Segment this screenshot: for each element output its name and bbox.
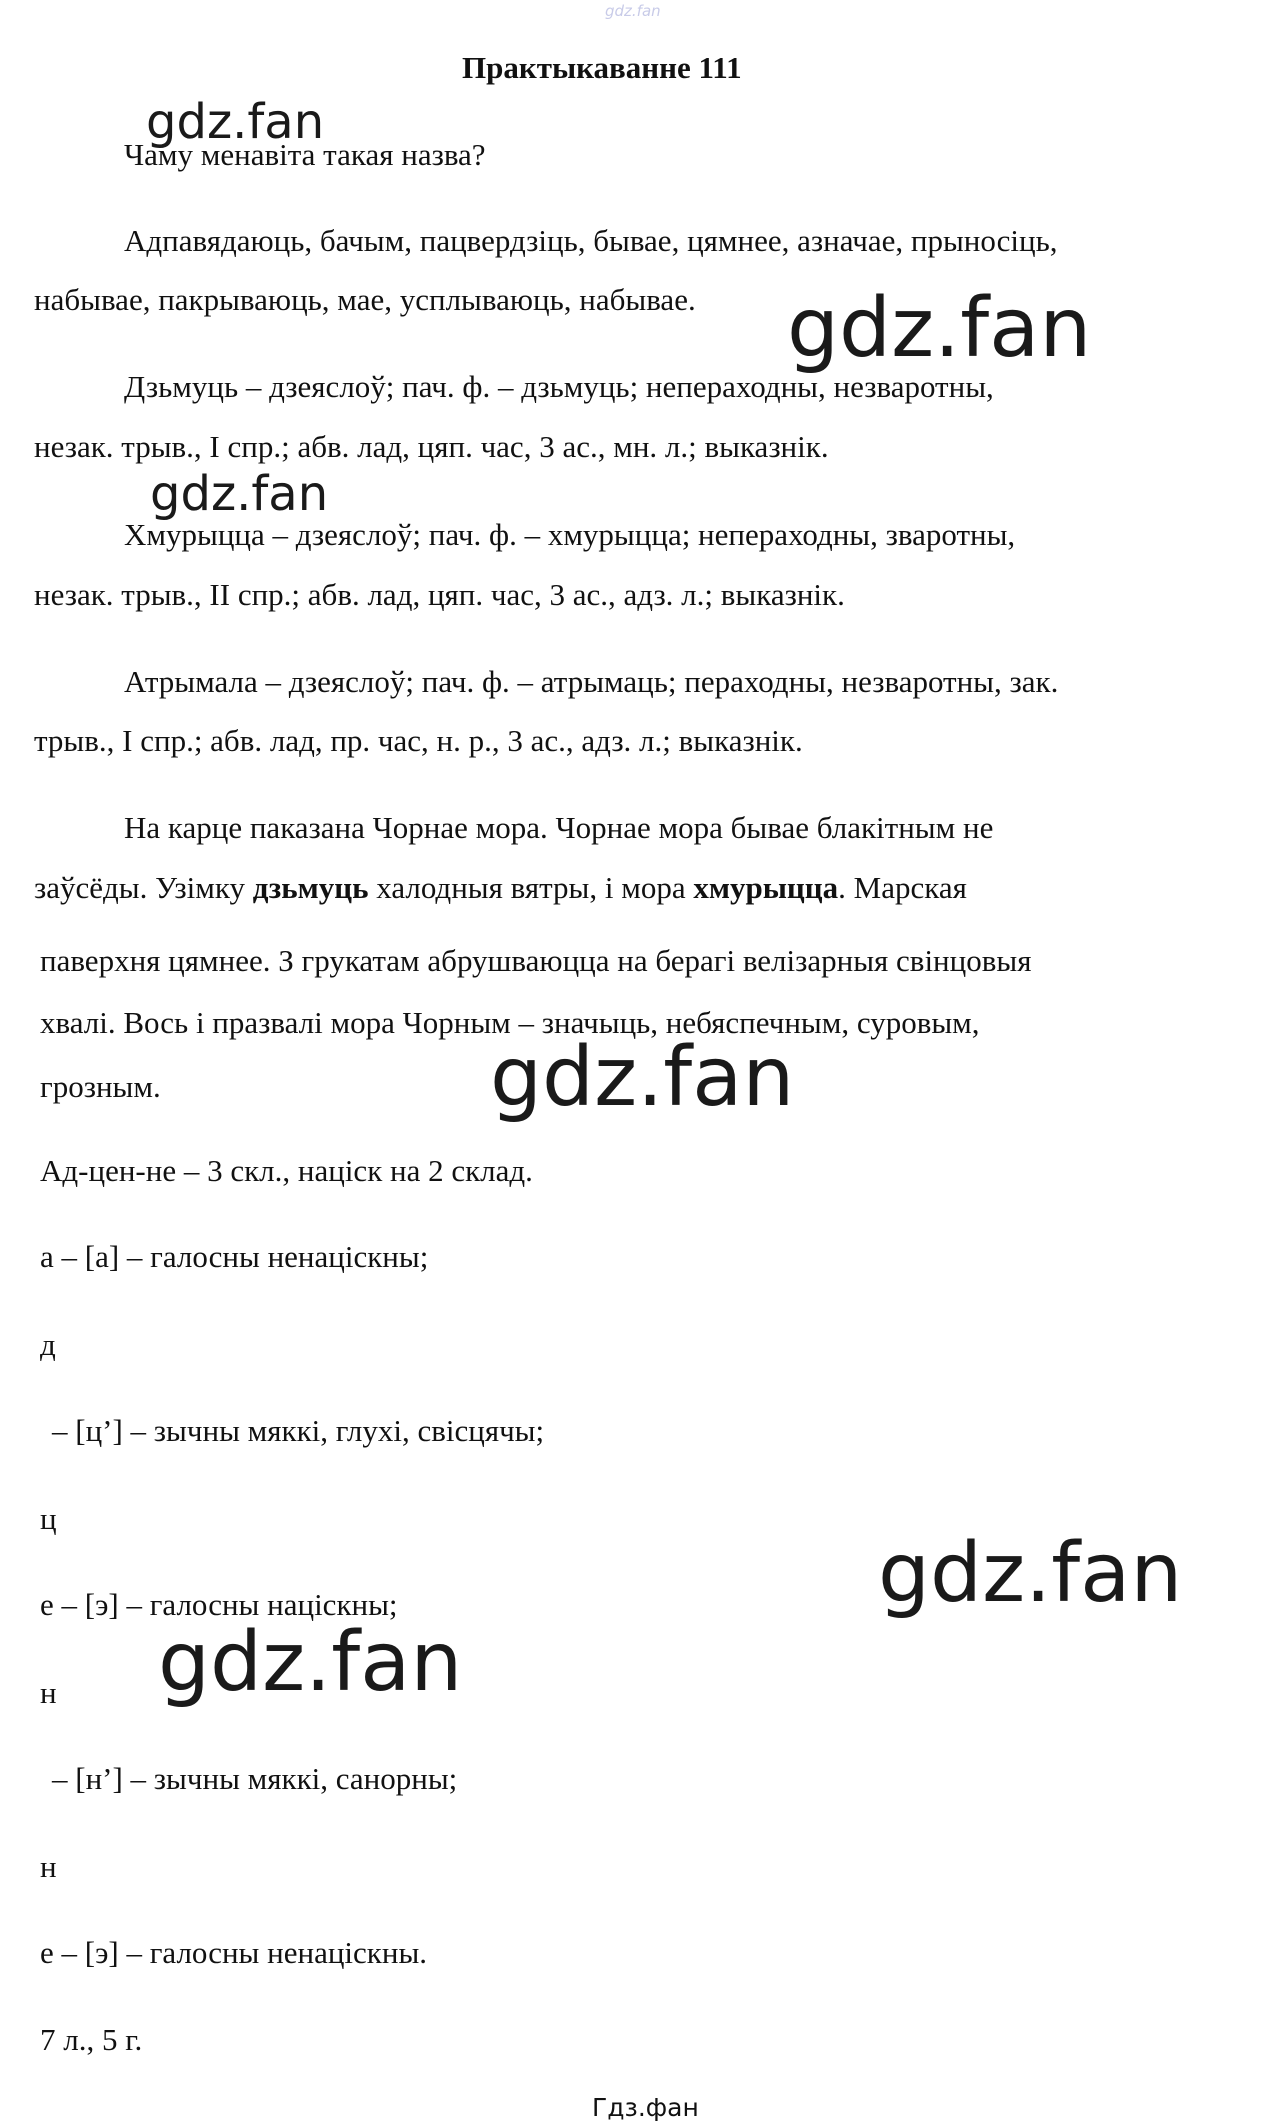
paragraph-line: заўсёды. Узімку дзьмуць халодныя вятры, і мора хмурыцца. Марская (34, 870, 967, 905)
footer-text: Гдз.фан (592, 2093, 699, 2122)
paragraph-line: На карце паказана Чорнае мора. Чорнае мора бывае блакітным не (124, 810, 994, 845)
watermark: gdz.fan (150, 466, 329, 522)
page-title: Практыкаванне 111 (462, 50, 742, 85)
paragraph-line: Адпавядаюць, бачым, пацвердзіць, бывае, цямнее, азначае, прыносіць, (124, 223, 1058, 258)
phonetic-line: – [н’] – зычны мяккі, санорны; (52, 1761, 458, 1796)
paragraph-line: Атрымала – дзеяслоў; пач. ф. – атрымаць; пераходны, незваротны, зак. (124, 664, 1059, 699)
syllable-line: Ад-цен-не – 3 скл., націск на 2 склад. (40, 1153, 533, 1188)
watermark: gdz.fan (787, 281, 1092, 376)
bold-word: хмурыцца (693, 870, 839, 905)
phonetic-line: – [ц’] – зычны мяккі, глухі, свісцячы; (52, 1413, 545, 1448)
phonetic-letter: н (40, 1675, 57, 1710)
paragraph-line: незак. трыв., I спр.; абв. лад, цяп. час, 3 ас., мн. л.; выказнік. (34, 429, 829, 464)
bold-word: дзьмуць (252, 870, 369, 905)
watermark: gdz.fan (878, 1526, 1183, 1621)
phonetic-line: а – [а] – галосны ненаціскны; (40, 1239, 429, 1274)
phonetic-letter: ц (40, 1501, 57, 1536)
watermark: gdz.fan (146, 94, 325, 150)
top-watermark: gdz.fan (605, 2, 661, 20)
watermark: gdz.fan (158, 1615, 463, 1710)
paragraph-line: трыв., I спр.; абв. лад, пр. час, н. р., 3 ас., адз. л.; выказнік. (34, 723, 803, 758)
paragraph-line: паверхня цямнее. З грукатам абрушваюцца на берагі велізарныя свінцовыя (40, 943, 1032, 978)
phonetic-line: е – [э] – галосны націскны; (40, 1587, 398, 1622)
watermark: gdz.fan (490, 1030, 795, 1125)
phonetic-letter: д (40, 1327, 56, 1362)
count-line: 7 л., 5 г. (40, 2022, 143, 2057)
paragraph-line: грозным. (40, 1069, 161, 1104)
paragraph-line: хвалі. Вось і празвалі мора Чорным – значыць, небяспечным, суровым, (40, 1005, 980, 1040)
question-text: Чаму менавіта такая назва? (124, 137, 486, 172)
paragraph-line: незак. трыв., II спр.; абв. лад, цяп. час, 3 ас., адз. л.; выказнік. (34, 577, 845, 612)
paragraph-line: Дзьмуць – дзеяслоў; пач. ф. – дзьмуць; непераходны, незваротны, (124, 369, 994, 404)
phonetic-line: е – [э] – галосны ненаціскны. (40, 1935, 428, 1970)
phonetic-letter: н (40, 1849, 57, 1884)
paragraph-line: Хмурыцца – дзеяслоў; пач. ф. – хмурыцца; непераходны, зваротны, (124, 517, 1016, 552)
paragraph-line: набывае, пакрываюць, мае, усплываюць, набывае. (34, 282, 696, 317)
